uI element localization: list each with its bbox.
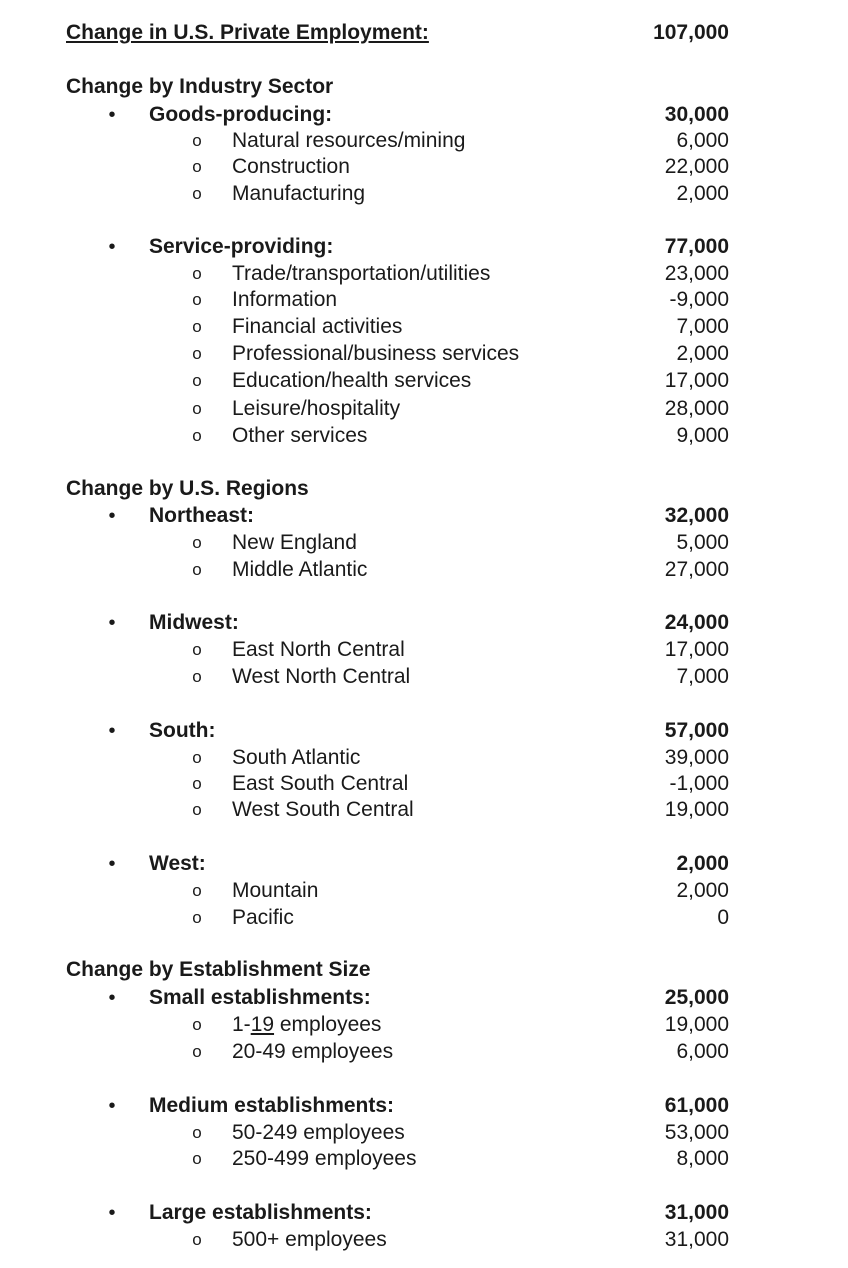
bullet-icon: •: [108, 1202, 116, 1224]
row-label: East South Central: [232, 772, 409, 795]
circle-bullet-icon: o: [192, 264, 202, 283]
row-l2: [0, 664, 848, 690]
row-value: 5,000: [676, 531, 729, 554]
row-label: 20-49 employees: [232, 1040, 394, 1063]
row-l2: [0, 287, 848, 313]
circle-bullet-icon: o: [192, 748, 202, 767]
row-value: 7,000: [676, 665, 729, 688]
row-label: Natural resources/mining: [232, 129, 466, 152]
row-label: Manufacturing: [232, 182, 366, 205]
circle-bullet-icon: o: [192, 290, 202, 309]
row-value: 39,000: [664, 746, 729, 769]
row-value: 30,000: [664, 103, 729, 126]
row-value: 2,000: [676, 879, 729, 902]
row-value: -1,000: [669, 772, 729, 795]
circle-bullet-icon: o: [192, 1123, 202, 1142]
row-value: -9,000: [669, 288, 729, 311]
row-label: Trade/transportation/utilities: [232, 262, 491, 285]
row-value: 17,000: [664, 638, 729, 661]
bullet-icon: •: [108, 612, 116, 634]
row-value: 9,000: [676, 424, 729, 447]
row-label: South Atlantic: [232, 746, 361, 769]
section-heading: Change by Industry Sector: [66, 75, 334, 98]
row-label: Middle Atlantic: [232, 558, 368, 581]
row-l2: [0, 745, 848, 771]
row-value: 53,000: [664, 1121, 729, 1144]
row-value: 57,000: [664, 719, 729, 742]
circle-bullet-icon: o: [192, 533, 202, 552]
row-label: Change in U.S. Private Employment:: [66, 21, 429, 44]
bullet-icon: •: [108, 104, 116, 126]
row-label: Large establishments:: [149, 1201, 372, 1224]
circle-bullet-icon: o: [192, 774, 202, 793]
row-value: 2,000: [676, 342, 729, 365]
row-value: 6,000: [676, 1040, 729, 1063]
circle-bullet-icon: o: [192, 881, 202, 900]
row-l2: [0, 1227, 848, 1253]
circle-bullet-icon: o: [192, 371, 202, 390]
row-l2: [0, 1039, 848, 1065]
row-value: 77,000: [664, 235, 729, 258]
row-label: West:: [149, 852, 206, 875]
row-label: South:: [149, 719, 216, 742]
row-label: Midwest:: [149, 611, 239, 634]
row-l1: [0, 718, 848, 744]
circle-bullet-icon: o: [192, 1149, 202, 1168]
row-l1: [0, 851, 848, 877]
row-label: 250-499 employees: [232, 1147, 417, 1170]
row-label: Medium establishments:: [149, 1094, 395, 1117]
row-label: Information: [232, 288, 338, 311]
row-label: Northeast:: [149, 504, 255, 527]
circle-bullet-icon: o: [192, 560, 202, 579]
row-l2: [0, 423, 848, 449]
row-label: Education/health services: [232, 369, 472, 392]
row-value: 31,000: [664, 1228, 729, 1251]
bullet-icon: •: [108, 236, 116, 258]
row-label: Professional/business services: [232, 342, 520, 365]
row-label: East North Central: [232, 638, 405, 661]
section-heading: Change by Establishment Size: [66, 958, 371, 981]
bullet-icon: •: [108, 720, 116, 742]
row-l2: [0, 530, 848, 556]
row-value: 107,000: [653, 21, 729, 44]
row-l2: [0, 396, 848, 422]
circle-bullet-icon: o: [192, 640, 202, 659]
row-l2: [0, 1146, 848, 1172]
row-l2: [0, 261, 848, 287]
row-value: 0: [717, 906, 729, 929]
row-label: 50-249 employees: [232, 1121, 405, 1144]
row-l2: [0, 637, 848, 663]
row-label: 500+ employees: [232, 1228, 387, 1251]
circle-bullet-icon: o: [192, 131, 202, 150]
row-l2: [0, 314, 848, 340]
row-value: 25,000: [664, 986, 729, 1009]
row-label: Other services: [232, 424, 368, 447]
circle-bullet-icon: o: [192, 399, 202, 418]
row-value: 22,000: [664, 155, 729, 178]
row-l2: [0, 905, 848, 931]
row-l1: [0, 1093, 848, 1119]
row-value: 32,000: [664, 504, 729, 527]
row-label: Mountain: [232, 879, 319, 902]
row-l2: [0, 341, 848, 367]
row-value: 19,000: [664, 1013, 729, 1036]
row-l1: [0, 102, 848, 128]
circle-bullet-icon: o: [192, 667, 202, 686]
row-value: 2,000: [676, 182, 729, 205]
row-label: Leisure/hospitality: [232, 397, 401, 420]
row-value: 27,000: [664, 558, 729, 581]
circle-bullet-icon: o: [192, 1230, 202, 1249]
row-label: West North Central: [232, 665, 411, 688]
row-l2: [0, 771, 848, 797]
circle-bullet-icon: o: [192, 426, 202, 445]
row-main: [0, 20, 848, 46]
circle-bullet-icon: o: [192, 157, 202, 176]
row-label: Pacific: [232, 906, 294, 929]
row-l1: [0, 985, 848, 1011]
row-l2: [0, 1120, 848, 1146]
row-value: 17,000: [664, 369, 729, 392]
bullet-icon: •: [108, 987, 116, 1009]
row-label: Construction: [232, 155, 350, 178]
circle-bullet-icon: o: [192, 800, 202, 819]
row-l2: [0, 557, 848, 583]
section-heading: Change by U.S. Regions: [66, 477, 309, 500]
row-head: [0, 476, 848, 502]
circle-bullet-icon: o: [192, 344, 202, 363]
row-value: 31,000: [664, 1201, 729, 1224]
bullet-icon: •: [108, 1095, 116, 1117]
row-value: 6,000: [676, 129, 729, 152]
row-l1: [0, 234, 848, 260]
circle-bullet-icon: o: [192, 184, 202, 203]
row-value: 7,000: [676, 315, 729, 338]
row-l2: [0, 878, 848, 904]
row-l2: [0, 181, 848, 207]
circle-bullet-icon: o: [192, 1042, 202, 1061]
row-label: 1-19 employees: [232, 1013, 382, 1036]
circle-bullet-icon: o: [192, 908, 202, 927]
row-l1: [0, 610, 848, 636]
row-value: 8,000: [676, 1147, 729, 1170]
row-l2: [0, 797, 848, 823]
row-value: 19,000: [664, 798, 729, 821]
row-head: [0, 957, 848, 983]
circle-bullet-icon: o: [192, 1015, 202, 1034]
row-l2: [0, 1012, 848, 1038]
circle-bullet-icon: o: [192, 317, 202, 336]
row-value: 23,000: [664, 262, 729, 285]
row-label: New England: [232, 531, 357, 554]
row-l1: [0, 1200, 848, 1226]
row-l2: [0, 128, 848, 154]
row-label: Financial activities: [232, 315, 403, 338]
row-value: 28,000: [664, 397, 729, 420]
bullet-icon: •: [108, 505, 116, 527]
row-value: 2,000: [676, 852, 729, 875]
row-head: [0, 74, 848, 100]
row-value: 61,000: [664, 1094, 729, 1117]
row-l2: [0, 368, 848, 394]
row-value: 24,000: [664, 611, 729, 634]
row-label: Goods-producing:: [149, 103, 333, 126]
row-label: Small establishments:: [149, 986, 371, 1009]
row-label: West South Central: [232, 798, 414, 821]
bullet-icon: •: [108, 853, 116, 875]
row-l1: [0, 503, 848, 529]
row-l2: [0, 154, 848, 180]
row-label: Service-providing:: [149, 235, 334, 258]
